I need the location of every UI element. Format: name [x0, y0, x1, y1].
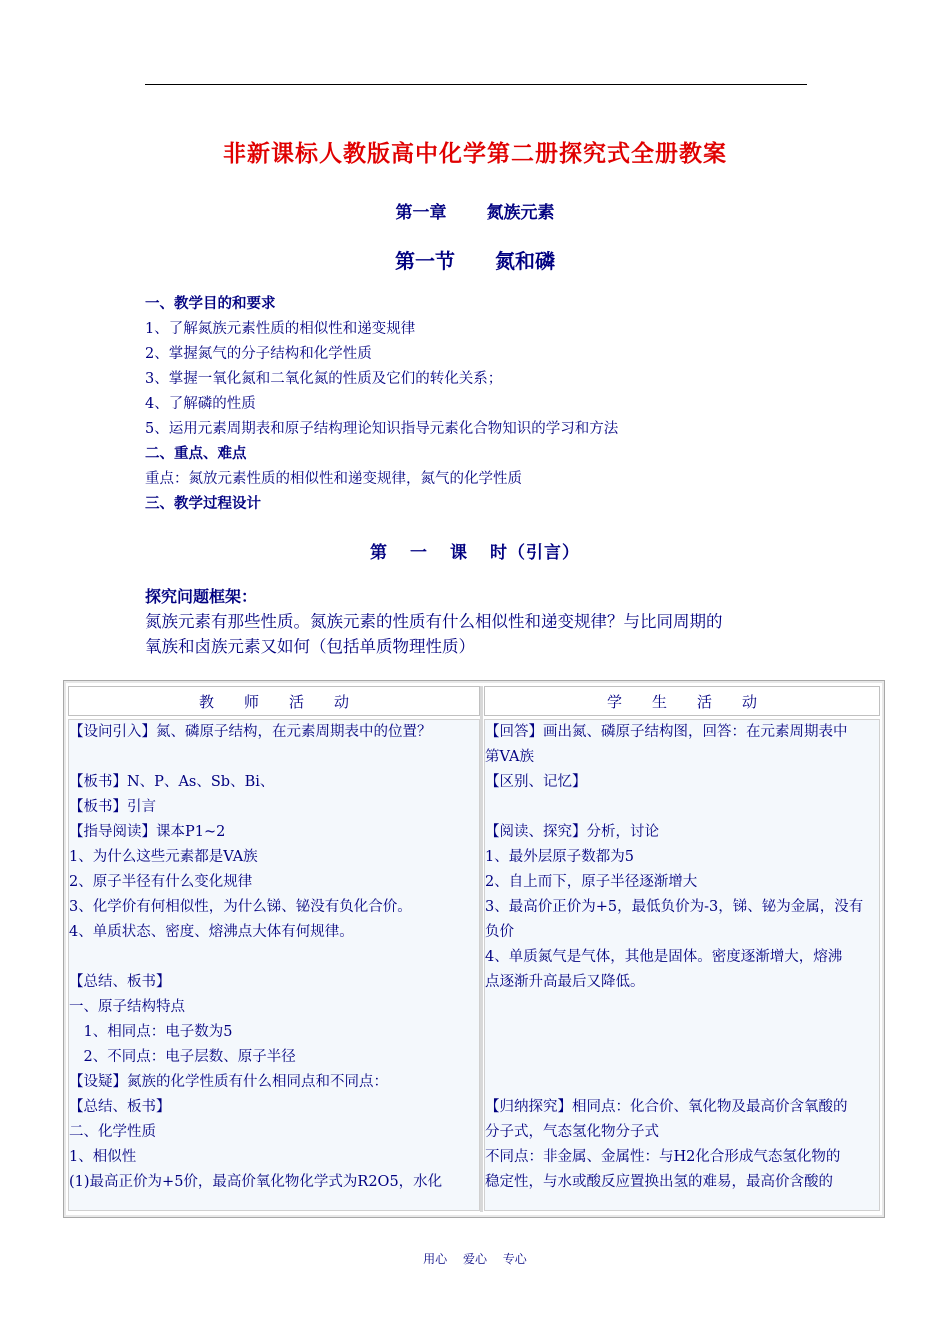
student-row: 负价	[485, 924, 514, 940]
teacher-row: 1、相似性	[69, 1149, 137, 1165]
objectives-block	[145, 292, 845, 517]
section-subheading: 一、教学目的和要求	[145, 296, 276, 312]
inquiry-framework	[145, 585, 825, 659]
section-number: 第一节	[395, 249, 455, 273]
teacher-row: (1)最高正价为+5价，最高价氧化物化学式为R2O5，水化	[69, 1174, 443, 1190]
section-subheading: 二、重点、难点	[145, 446, 247, 462]
teacher-row: 【设问引入】氮、磷原子结构，在元素周期表中的位置？	[69, 724, 432, 740]
teacher-row: 【总结、板书】	[69, 974, 171, 990]
lesson-part: 时（引言）	[490, 543, 580, 563]
top-rule	[145, 84, 807, 85]
lesson-part: 一	[410, 543, 428, 563]
teacher-row: 一、原子结构特点	[69, 999, 185, 1015]
section-name: 氮和磷	[495, 249, 555, 273]
framework-heading: 探究问题框架：	[145, 587, 258, 606]
student-row: 分子式，气态氢化物分子式	[485, 1124, 659, 1140]
teacher-row: 二、化学性质	[69, 1124, 156, 1140]
chapter-heading	[0, 198, 950, 223]
student-row	[485, 1070, 879, 1095]
objective-line: 重点：氮放元素性质的相似性和递变规律，氮气的化学性质	[145, 471, 522, 487]
page-footer: 用心 爱心 专心	[423, 1252, 527, 1266]
teacher-row: 2、不同点：电子层数、原子半径	[69, 1049, 296, 1065]
teacher-row: 3、化学价有何相似性，为什么锑、铋没有负化合价。	[69, 899, 412, 915]
teacher-row	[69, 745, 479, 770]
objective-line: 4、了解磷的性质	[145, 396, 256, 412]
section-subheading: 三、教学过程设计	[145, 496, 261, 512]
framework-line: 氮族元素有那些性质。氮族元素的性质有什么相似性和递变规律？与比同周期的	[145, 612, 723, 631]
student-activity-header: 学 生 活 动	[484, 686, 880, 716]
teacher-activity-column	[68, 719, 480, 1211]
student-row: 3、最高价正价为+5，最低负价为-3，锑、铋为金属，没有	[485, 899, 864, 915]
lesson-part: 课	[450, 543, 468, 563]
teacher-row: 【板书】N、P、As、Sb、Bi、	[69, 774, 275, 790]
student-row: 点逐渐升高最后又降低。	[485, 974, 645, 990]
objective-line: 5、运用元素周期表和原子结构理论知识指导元素化合物知识的学习和方法	[145, 421, 619, 437]
student-row: 4、单质氮气是气体，其他是固体。密度逐渐增大，熔沸	[485, 949, 843, 965]
student-row: 2、自上而下，原子半径逐渐增大	[485, 874, 698, 890]
student-row	[485, 795, 879, 820]
objective-line: 1、了解氮族元素性质的相似性和递变规律	[145, 321, 416, 337]
student-row: 稳定性，与水或酸反应置换出氢的难易，最高价含酸的	[485, 1174, 833, 1190]
activity-table	[63, 680, 885, 1218]
column-divider	[480, 686, 483, 1212]
student-row	[485, 1045, 879, 1070]
objective-line: 2、掌握氮气的分子结构和化学性质	[145, 346, 372, 362]
student-row: 【归纳探究】相同点：化合价、氧化物及最高价含氧酸的	[485, 1099, 848, 1115]
framework-line: 氧族和卤族元素又如何（包括单质物理性质）	[145, 637, 475, 656]
student-row: 【阅读、探究】分析，讨论	[485, 824, 659, 840]
student-row	[485, 995, 879, 1020]
teacher-row: 【板书】引言	[69, 799, 156, 815]
student-row: 【区别、记忆】	[485, 774, 587, 790]
document-title: 非新课标人教版高中化学第二册探究式全册教案	[223, 141, 727, 167]
chapter-number: 第一章	[395, 203, 447, 223]
teacher-row: 【总结、板书】	[69, 1099, 171, 1115]
teacher-row: 2、原子半径有什么变化规律	[69, 874, 253, 890]
teacher-row: 【设疑】氮族的化学性质有什么相同点和不同点：	[69, 1074, 388, 1090]
teacher-row: 1、相同点：电子数为5	[69, 1024, 233, 1040]
student-row: 第VA族	[485, 749, 534, 765]
objective-line: 3、掌握一氧化氮和二氧化氮的性质及它们的转化关系；	[145, 371, 503, 387]
student-row: 1、最外层原子数都为5	[485, 849, 634, 865]
teacher-row	[69, 945, 479, 970]
student-row	[485, 1020, 879, 1045]
chapter-name: 氮族元素	[486, 203, 555, 223]
section-heading	[0, 245, 950, 274]
lesson-heading	[0, 538, 950, 563]
lesson-part: 第	[370, 543, 388, 563]
student-activity-column	[484, 719, 880, 1211]
student-row: 不同点：非金属、金属性：与H2化合形成气态氢化物的	[485, 1149, 841, 1165]
teacher-activity-header: 教 师 活 动	[68, 686, 480, 716]
teacher-row: 4、单质状态、密度、熔沸点大体有何规律。	[69, 924, 354, 940]
student-row: 【回答】画出氮、磷原子结构图，回答：在元素周期表中	[485, 724, 848, 740]
teacher-row: 1、为什么这些元素都是VA族	[69, 849, 258, 865]
teacher-row: 【指导阅读】课本P1~2	[69, 824, 226, 840]
